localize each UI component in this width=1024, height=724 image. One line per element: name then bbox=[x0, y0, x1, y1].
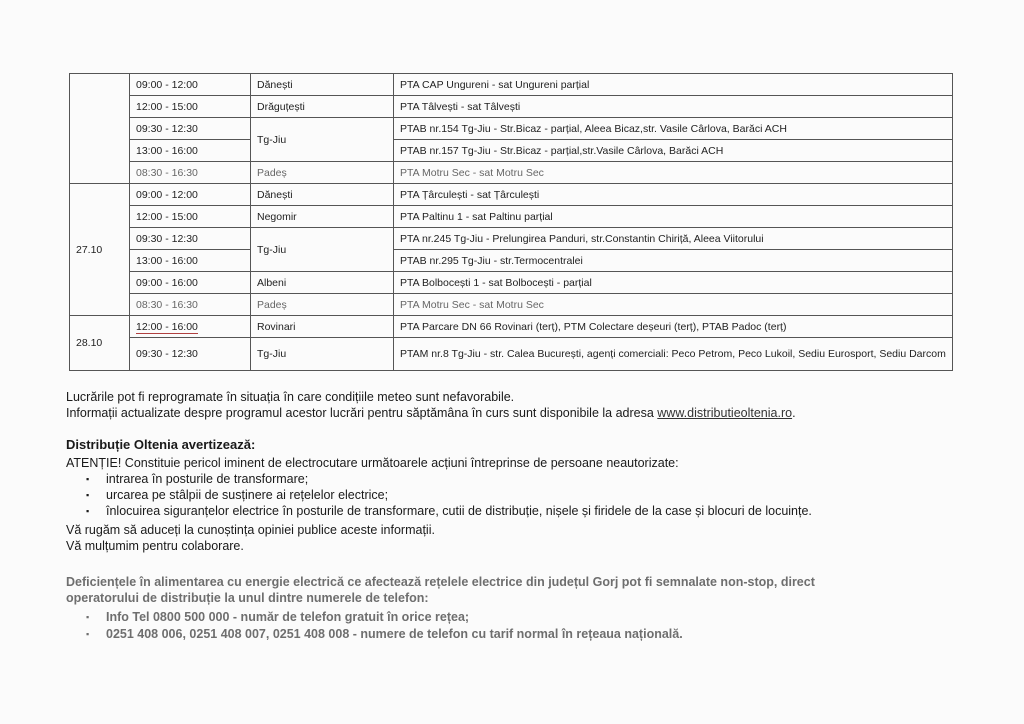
time-cell bbox=[130, 316, 251, 338]
description-cell: PTA Paltinu 1 - sat Paltinu parțial bbox=[394, 206, 953, 228]
contact-intro-line2: operatorului de distribuție la unul dintre numerele de telefon: bbox=[66, 591, 429, 605]
locality-cell: Drăguțești bbox=[251, 96, 394, 118]
table-row bbox=[70, 272, 953, 294]
table-row bbox=[70, 96, 953, 118]
list-item: ▪ 0251 408 006, 0251 408 007, 0251 408 008 - numere de telefon cu tarif normal în rețeaua națională. bbox=[86, 626, 683, 643]
locality-cell: Albeni bbox=[251, 272, 394, 294]
list-item: ▪ urcarea pe stâlpii de susținere ai rețelelor electrice; bbox=[86, 487, 812, 503]
description-cell: PTA CAP Ungureni - sat Ungureni parțial bbox=[394, 74, 953, 96]
description-cell: PTA Motru Sec - sat Motru Sec bbox=[394, 294, 953, 316]
locality-cell: Padeș bbox=[251, 162, 394, 184]
date-cell bbox=[70, 74, 130, 184]
table-row bbox=[70, 228, 953, 250]
locality-cell: Tg-Jiu bbox=[251, 228, 394, 272]
reschedule-note: Lucrările pot fi reprogramate în situația în care condițiile meteo sunt nefavorabile. bbox=[66, 390, 515, 404]
contact-list bbox=[86, 609, 683, 643]
info-note bbox=[66, 405, 796, 421]
description-cell: PTA Bolbocești 1 - sat Bolbocești - parțial bbox=[394, 272, 953, 294]
time-text: 12:00 - 16:00 bbox=[136, 320, 198, 333]
locality-cell: Negomir bbox=[251, 206, 394, 228]
locality-cell: Padeș bbox=[251, 294, 394, 316]
description-cell: PTA Motru Sec - sat Motru Sec bbox=[394, 162, 953, 184]
time-cell: 09:00 - 12:00 bbox=[130, 74, 251, 96]
time-cell: 09:30 - 12:30 bbox=[130, 228, 251, 250]
locality-cell: Dănești bbox=[251, 74, 394, 96]
time-cell: 09:30 - 12:30 bbox=[130, 338, 251, 371]
time-cell: 08:30 - 16:30 bbox=[130, 294, 251, 316]
table-row bbox=[70, 140, 953, 162]
info-note-suffix: . bbox=[792, 406, 796, 420]
list-item: ▪ intrarea în posturile de transformare; bbox=[86, 471, 812, 487]
list-item: ▪ înlocuirea siguranțelor electrice în posturile de transformare, cutii de distribuție, nișele și firidele de la case și blocuri de locuințe. bbox=[86, 503, 812, 519]
table-row bbox=[70, 162, 953, 184]
time-cell: 13:00 - 16:00 bbox=[130, 140, 251, 162]
date-cell: 27.10 bbox=[70, 184, 130, 316]
date-cell: 28.10 bbox=[70, 316, 130, 371]
time-cell: 09:00 - 12:00 bbox=[130, 184, 251, 206]
schedule-table bbox=[69, 73, 953, 371]
warning-title: Distribuție Oltenia avertizează: bbox=[66, 437, 256, 452]
closing-thanks: Vă mulțumim pentru colaborare. bbox=[66, 539, 244, 553]
table-row bbox=[70, 316, 953, 338]
description-cell: PTA Țârculești - sat Țârculești bbox=[394, 184, 953, 206]
description-cell: PTA Tâlvești - sat Tâlvești bbox=[394, 96, 953, 118]
time-cell: 08:30 - 16:30 bbox=[130, 162, 251, 184]
locality-cell: Tg-Jiu bbox=[251, 118, 394, 162]
time-cell: 12:00 - 15:00 bbox=[130, 206, 251, 228]
table-row bbox=[70, 74, 953, 96]
table-row bbox=[70, 250, 953, 272]
description-cell: PTAB nr.154 Tg-Jiu - Str.Bicaz - parțial, Aleea Bicaz,str. Vasile Cârlova, Barăci ACH bbox=[394, 118, 953, 140]
table-row bbox=[70, 338, 953, 371]
description-cell: PTAM nr.8 Tg-Jiu - str. Calea București, agenți comerciali: Peco Petrom, Peco Lukoil, Sediu Eurosport, Sediu Darcom bbox=[394, 338, 953, 371]
time-cell: 09:30 - 12:30 bbox=[130, 118, 251, 140]
time-cell: 13:00 - 16:00 bbox=[130, 250, 251, 272]
table-row bbox=[70, 184, 953, 206]
locality-cell: Dănești bbox=[251, 184, 394, 206]
website-link[interactable]: www.distributieoltenia.ro bbox=[657, 406, 793, 420]
description-cell: PTAB nr.295 Tg-Jiu - str.Termocentralei bbox=[394, 250, 953, 272]
table-row bbox=[70, 206, 953, 228]
description-cell: PTA nr.245 Tg-Jiu - Prelungirea Panduri, str.Constantin Chiriță, Aleea Viitorului bbox=[394, 228, 953, 250]
locality-cell: Rovinari bbox=[251, 316, 394, 338]
description-cell: PTA Parcare DN 66 Rovinari (terț), PTM Colectare deșeuri (terț), PTAB Padoc (terț) bbox=[394, 316, 953, 338]
time-cell: 12:00 - 15:00 bbox=[130, 96, 251, 118]
description-cell: PTAB nr.157 Tg-Jiu - Str.Bicaz - parțial,str.Vasile Cârlova, Barăci ACH bbox=[394, 140, 953, 162]
list-item: ▪ Info Tel 0800 500 000 - număr de telefon gratuit în orice rețea; bbox=[86, 609, 683, 626]
warning-intro: ATENȚIE! Constituie pericol iminent de electrocutare următoarele acțiuni întreprinse de persoane neautorizate: bbox=[66, 456, 679, 470]
table-row bbox=[70, 118, 953, 140]
contact-intro-line1: Deficiențele în alimentarea cu energie electrică ce afectează rețelele electrice din județul Gorj pot fi semnalate non-stop, direct bbox=[66, 575, 815, 589]
locality-cell: Tg-Jiu bbox=[251, 338, 394, 371]
info-note-text: Informații actualizate despre programul acestor lucrări pentru săptămâna în curs sunt disponibile la adresa bbox=[66, 406, 658, 420]
warning-list bbox=[86, 471, 812, 519]
table-row bbox=[70, 294, 953, 316]
closing-request: Vă rugăm să aduceți la cunoștința opiniei publice aceste informații. bbox=[66, 523, 435, 537]
time-cell: 09:00 - 16:00 bbox=[130, 272, 251, 294]
